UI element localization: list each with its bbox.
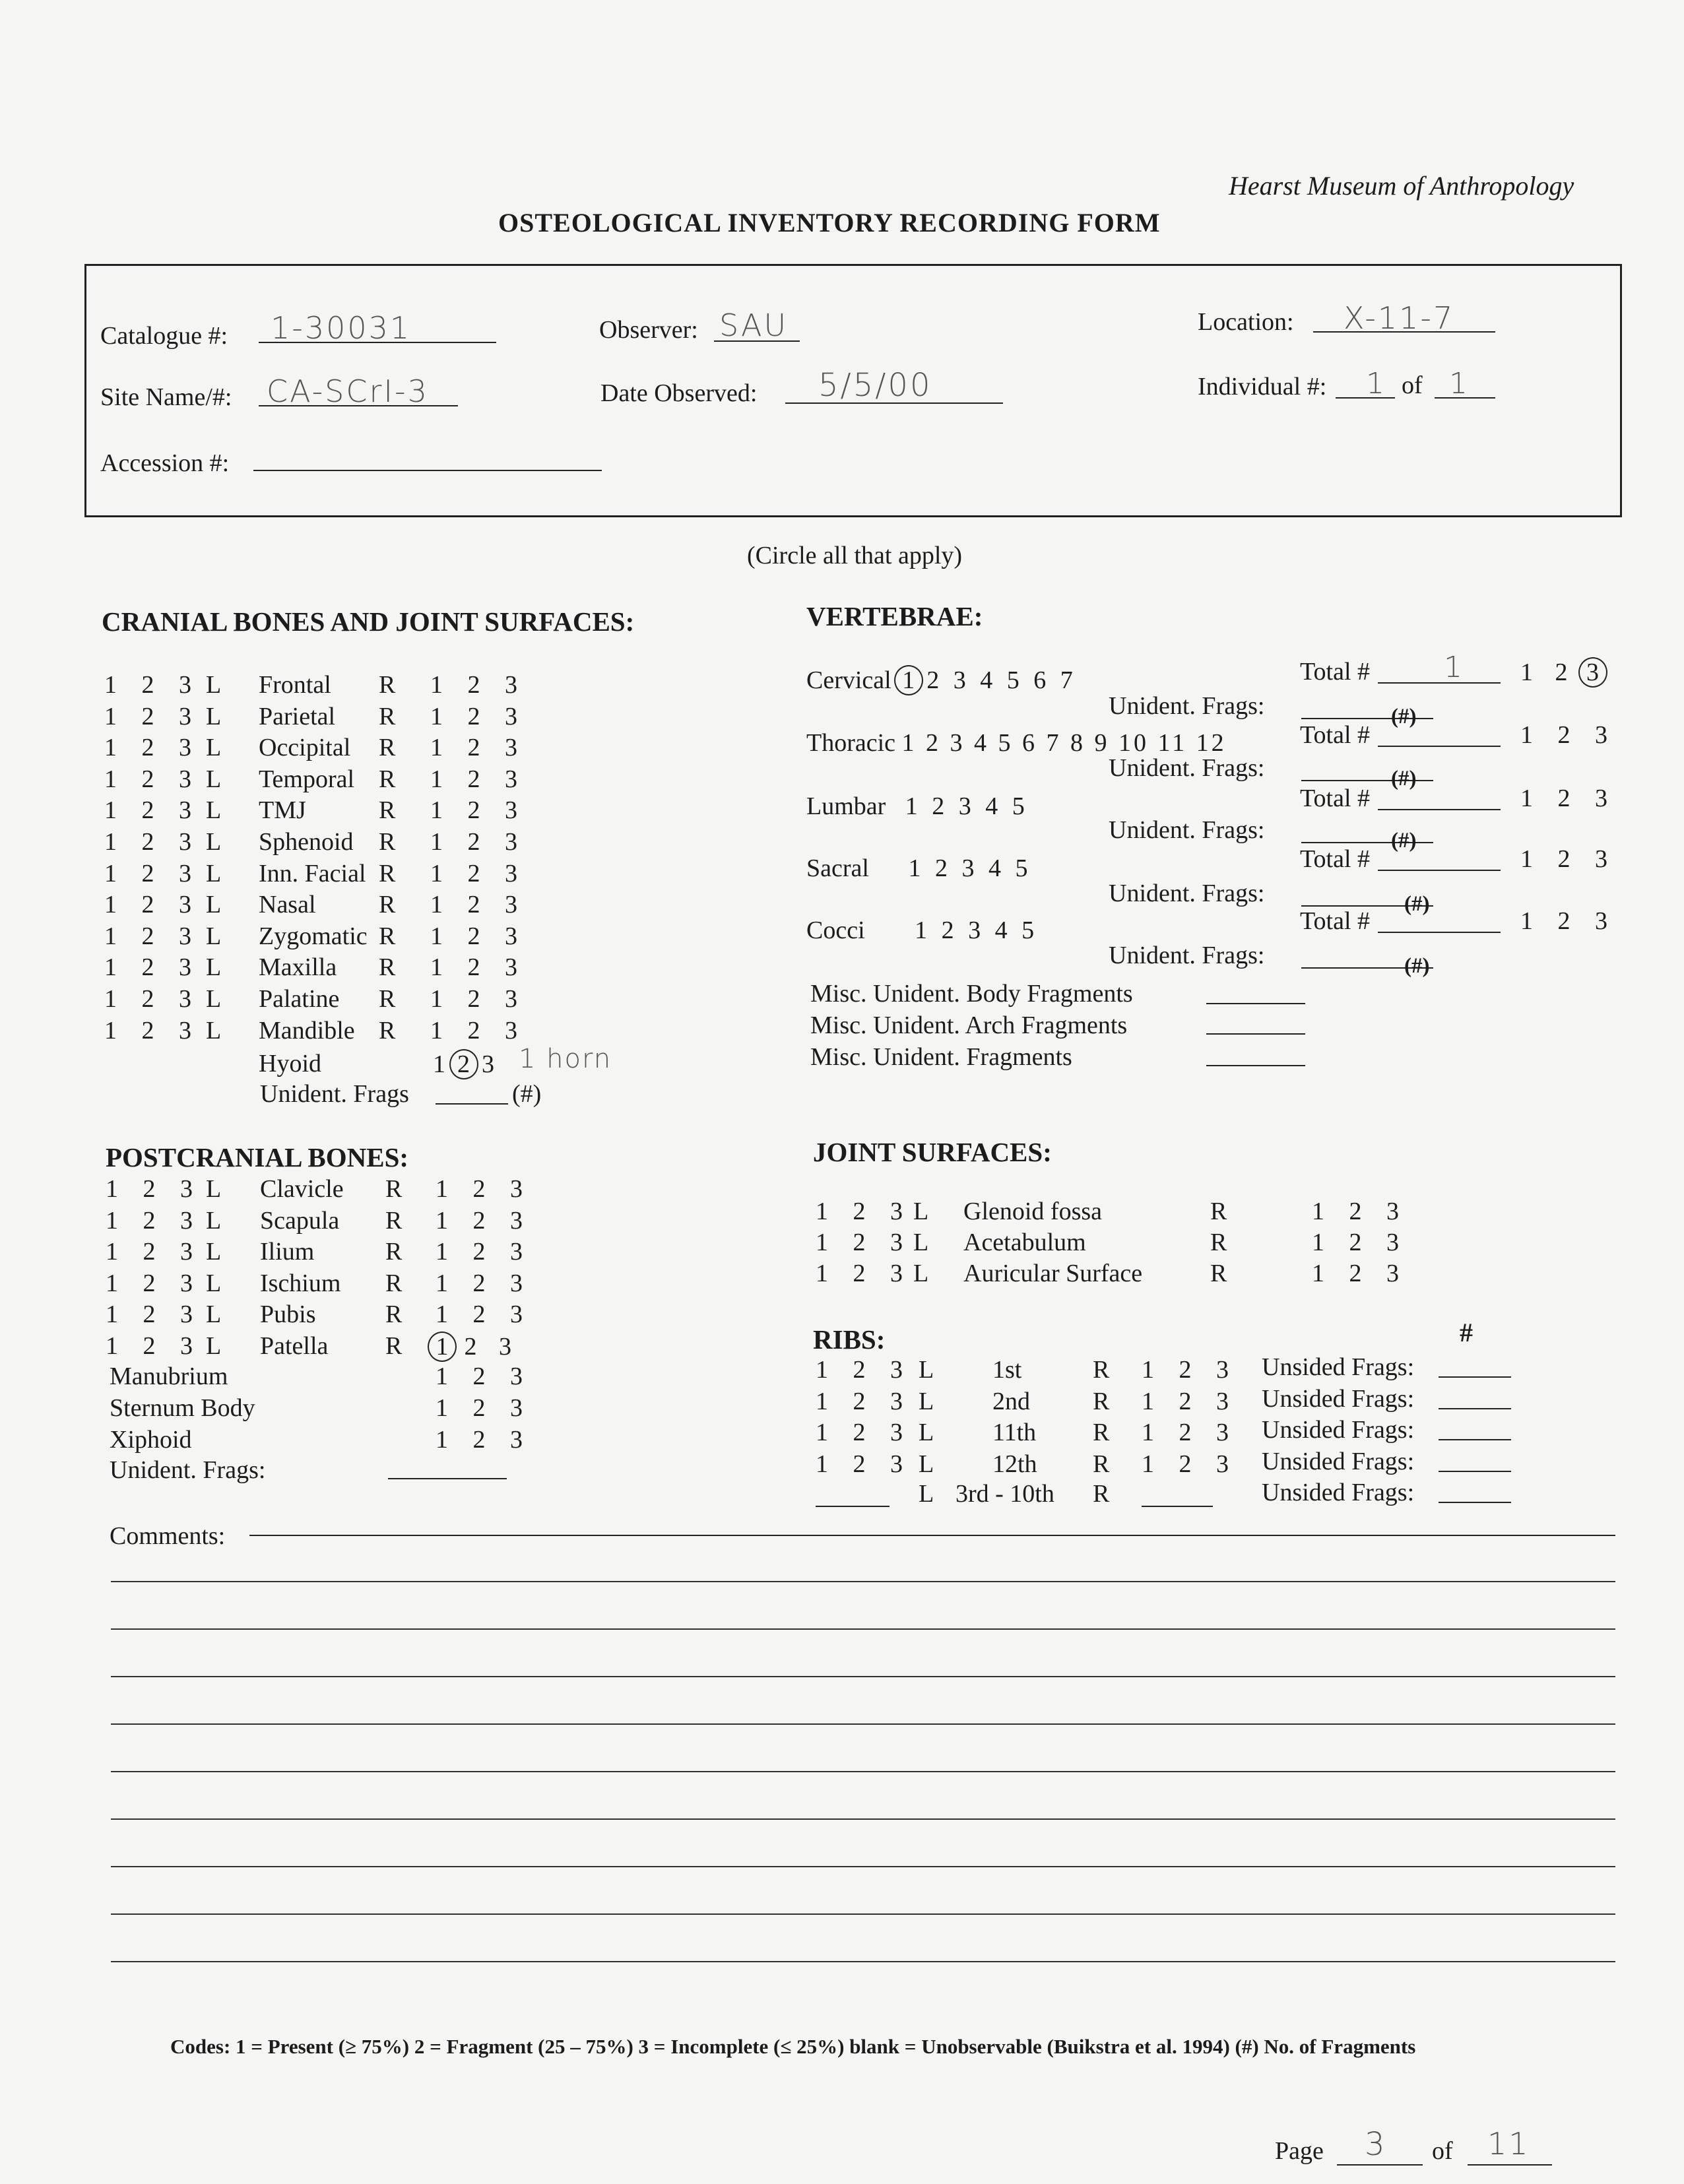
cranial-right-codes[interactable]: 1 2 3 [430,953,527,981]
cranial-side-l: L [206,734,222,761]
lumbar-nums: 1 2 3 4 5 [905,792,1029,820]
rib-left-codes[interactable]: 1 2 3 [816,1419,912,1446]
cranial-left-codes[interactable]: 1 2 3 [104,765,201,793]
page-number: 3 [1365,2126,1387,2163]
sacral-nums: 1 2 3 4 5 [908,854,1032,882]
post-right-codes[interactable]: 1 2 3 [436,1175,532,1203]
post-bone-name: Ilium [260,1238,315,1266]
rib-side-l: L [919,1356,934,1384]
cranial-left-codes[interactable]: 1 2 3 [104,891,201,918]
misc-body-field[interactable] [1206,1003,1305,1004]
page-field[interactable] [1337,2164,1423,2166]
cranial-side-r: R [379,734,396,761]
misc-arch-label: Misc. Unident. Arch Fragments [810,1012,1128,1039]
cervical-codes[interactable] [1520,657,1605,688]
rib-right-codes[interactable]: 1 2 3 [1142,1419,1238,1446]
rib-3-10-left-field[interactable] [816,1506,890,1507]
patella-side-l: L [206,1332,222,1360]
cranial-bone-name: Palatine [259,985,340,1013]
vert-unident-label: Unident. Frags: [1109,942,1265,969]
cranial-side-l: L [206,796,222,824]
page-label: Page [1275,2137,1324,2165]
ribs-heading: RIBS: [813,1324,886,1355]
rib-left-codes[interactable]: 1 2 3 [816,1356,912,1384]
patella-code-rest: 2 3 [464,1333,519,1361]
manubrium-codes[interactable]: 1 2 3 [436,1363,532,1390]
cranial-right-codes[interactable]: 1 2 3 [430,860,527,887]
cranial-right-codes[interactable]: 1 2 3 [430,922,527,950]
cranial-side-l: L [206,860,222,887]
cranial-heading: CRANIAL BONES AND JOINT SURFACES: [102,606,635,637]
post-left-codes[interactable]: 1 2 3 [106,1207,202,1235]
instruction-text: (Circle all that apply) [747,542,963,569]
rib-3-10-name: 3rd - 10th [955,1480,1054,1508]
post-left-codes[interactable]: 1 2 3 [106,1175,202,1203]
cervical-1-circled: 1 [894,665,923,695]
joint-left-codes[interactable]: 1 2 3 [816,1229,912,1256]
catalogue-label: Catalogue #: [100,322,228,350]
unsided-field[interactable] [1439,1471,1511,1472]
cranial-side-r: R [379,860,396,887]
vert-codes[interactable]: 1 2 3 [1520,845,1617,873]
cranial-side-r: R [379,953,396,981]
cranial-unident-label: Unident. Frags [260,1080,409,1108]
cranial-bone-name: Occipital [259,734,351,761]
date-label: Date Observed: [600,379,758,407]
vert-total-field[interactable] [1378,682,1501,684]
vert-unident-label: Unident. Frags: [1109,754,1265,782]
joint-left-codes[interactable]: 1 2 3 [816,1198,912,1225]
cranial-left-codes[interactable]: 1 2 3 [104,671,201,699]
vert-unident-unit: (#) [1404,954,1430,978]
rib-name: 2nd [992,1388,1030,1415]
cranial-left-codes[interactable]: 1 2 3 [104,953,201,981]
lumbar-row[interactable] [806,792,1029,821]
unsided-label-5: Unsided Frags: [1262,1479,1415,1506]
hyoid-note: 1 horn [519,1044,612,1074]
museum-name: Hearst Museum of Anthropology [1229,171,1574,201]
cranial-bone-name: Inn. Facial [259,860,366,887]
cranial-right-codes[interactable]: 1 2 3 [430,796,527,824]
cervical-nums: 2 3 4 5 6 7 [926,666,1077,694]
individual-total: 1 [1449,367,1470,401]
vert-total-field[interactable] [1378,746,1501,747]
rib-right-codes[interactable]: 1 2 3 [1142,1356,1238,1384]
cranial-side-r: R [379,765,396,793]
cranial-side-r: R [379,1017,396,1044]
post-unident-field[interactable] [388,1478,507,1479]
cranial-right-codes[interactable]: 1 2 3 [430,671,527,699]
cranial-right-codes[interactable]: 1 2 3 [430,703,527,730]
post-side-r: R [385,1238,403,1266]
vert-codes[interactable]: 1 2 3 [1520,785,1617,812]
joint-right-codes[interactable]: 1 2 3 [1312,1260,1408,1287]
joint-right-codes[interactable]: 1 2 3 [1312,1198,1408,1225]
unsided-field[interactable] [1439,1376,1511,1378]
post-left-codes[interactable]: 1 2 3 [106,1301,202,1328]
post-side-r: R [385,1269,403,1297]
xiphoid-label: Xiphoid [110,1426,192,1454]
cocci-row[interactable] [806,916,1038,945]
cranial-right-codes[interactable]: 1 2 3 [430,1017,527,1044]
vert-codes[interactable]: 1 2 3 [1520,721,1617,749]
manubrium-label: Manubrium [110,1363,228,1390]
vert-total-label: Total # [1300,721,1371,749]
vert-unident-unit: (#) [1391,705,1417,728]
cranial-side-r: R [379,703,396,730]
cranial-unident-unit: (#) [512,1080,542,1108]
rib-side-l: L [919,1419,934,1446]
rib-side-r: R [1093,1356,1110,1384]
patella-side-r: R [385,1332,403,1360]
comment-line[interactable] [111,1866,1615,1867]
post-bone-name: Ischium [260,1269,341,1297]
cranial-left-codes[interactable]: 1 2 3 [104,1017,201,1044]
page-of-label: of [1432,2137,1453,2165]
cranial-side-l: L [206,922,222,950]
thoracic-label: Thoracic [806,729,896,757]
rib-name: 11th [992,1419,1037,1446]
comment-line[interactable] [111,1628,1615,1630]
patella-right-codes[interactable] [430,1332,519,1362]
cranial-left-codes[interactable]: 1 2 3 [104,796,201,824]
post-right-codes[interactable]: 1 2 3 [436,1269,532,1297]
cranial-side-r: R [379,796,396,824]
cervical-code-3-circled: 3 [1578,657,1607,688]
cranial-side-r: R [379,922,396,950]
post-side-l: L [206,1238,222,1266]
cranial-left-codes[interactable]: 1 2 3 [104,922,201,950]
cervical-code-prefix: 1 2 [1520,658,1576,686]
individual-of: of [1402,371,1423,399]
comment-line[interactable] [111,1818,1615,1820]
catalogue-value: 1-30031 [271,310,412,346]
cervical-total-value: 1 [1444,651,1464,684]
rib-side-r: R [1093,1419,1110,1446]
cranial-left-codes[interactable]: 1 2 3 [104,828,201,856]
sacral-row[interactable] [806,854,1031,883]
sacral-label: Sacral [806,854,869,882]
cranial-right-codes[interactable]: 1 2 3 [430,734,527,761]
post-bone-name: Scapula [260,1207,340,1235]
unsided-field[interactable] [1439,1408,1511,1409]
cranial-side-l: L [206,985,222,1013]
location-label: Location: [1198,308,1294,336]
comment-line[interactable] [111,1723,1615,1725]
cranial-bone-name: Maxilla [259,953,337,981]
cervical-label: Cervical [806,666,891,694]
site-value: CA-SCrI-3 [267,373,429,409]
cranial-right-codes[interactable]: 1 2 3 [430,891,527,918]
post-side-r: R [385,1207,403,1235]
patella-row[interactable] [106,1332,202,1361]
cranial-side-r: R [379,985,396,1013]
xiphoid-codes[interactable]: 1 2 3 [436,1426,532,1454]
accession-field[interactable] [253,470,602,471]
comment-line[interactable] [111,1676,1615,1677]
rib-3-10-side-r: R [1093,1480,1110,1508]
page-total-field[interactable] [1468,2164,1552,2166]
vert-total-field[interactable] [1378,809,1501,810]
post-right-codes[interactable]: 1 2 3 [436,1301,532,1328]
post-bone-name: Clavicle [260,1175,344,1203]
joint-name: Glenoid fossa [963,1198,1103,1225]
post-side-l: L [206,1175,222,1203]
accession-label: Accession #: [100,449,230,477]
joint-side-r: R [1210,1229,1227,1256]
rib-right-codes[interactable]: 1 2 3 [1142,1450,1238,1478]
rib-side-r: R [1093,1388,1110,1415]
unsided-field-5[interactable] [1439,1502,1511,1503]
post-right-codes[interactable]: 1 2 3 [436,1238,532,1266]
cervical-row[interactable] [806,665,1077,695]
comment-line[interactable] [111,1771,1615,1772]
vert-unident-unit: (#) [1391,829,1417,852]
cocci-label: Cocci [806,916,865,944]
joints-heading: JOINT SURFACES: [813,1137,1052,1167]
comments-label: Comments: [110,1522,226,1550]
vert-total-field[interactable] [1378,932,1501,933]
cocci-nums: 1 2 3 4 5 [915,916,1039,944]
post-unident-label: Unident. Frags: [110,1456,266,1484]
rib-name: 12th [992,1450,1037,1478]
cranial-bone-name: Parietal [259,703,336,730]
vert-unident-unit: (#) [1404,892,1430,916]
vert-unident-label: Unident. Frags: [1109,692,1265,720]
rib-3-10-right-field[interactable] [1142,1506,1213,1507]
unsided-label: Unsided Frags: [1262,1416,1415,1444]
cranial-side-l: L [206,671,222,699]
misc-body-label: Misc. Unident. Body Fragments [810,980,1133,1008]
joint-side-l: L [913,1229,929,1256]
joint-name: Auricular Surface [963,1260,1143,1287]
post-side-r: R [385,1175,403,1203]
post-bone-name: Pubis [260,1301,316,1328]
observer-label: Observer: [599,316,698,344]
date-value: 5/5/00 [818,367,932,404]
unsided-label: Unsided Frags: [1262,1353,1415,1381]
cranial-bone-name: Zygomatic [259,922,368,950]
cranial-side-l: L [206,703,222,730]
hyoid-label: Hyoid [259,1050,321,1077]
cranial-bone-name: Sphenoid [259,828,354,856]
cranial-side-l: L [206,953,222,981]
comment-line[interactable] [111,1961,1615,1962]
cranial-right-codes[interactable]: 1 2 3 [430,985,527,1013]
sternum-label: Sternum Body [110,1394,255,1422]
codes-legend: Codes: 1 = Present (≥ 75%) 2 = Fragment (25 – 75%) 3 = Incomplete (≤ 25%) blank = Unobservable (Buikstra et al. 1994) (#) No. of Fragments [170,2035,1416,2058]
vert-total-label: Total # [1300,907,1371,935]
lumbar-label: Lumbar [806,792,886,820]
rib-right-codes[interactable]: 1 2 3 [1142,1388,1238,1415]
cranial-left-codes[interactable]: 1 2 3 [104,734,201,761]
postcranial-heading: POSTCRANIAL BONES: [106,1142,409,1172]
ribs-count-header: # [1460,1318,1473,1347]
location-value: X-11-7 [1344,300,1455,336]
individual-value: 1 [1366,367,1386,401]
vert-unident-label: Unident. Frags: [1109,816,1265,844]
vertebrae-heading: VERTEBRAE: [806,601,983,631]
misc-arch-field[interactable] [1206,1033,1305,1035]
unsided-label: Unsided Frags: [1262,1385,1415,1413]
comment-line[interactable] [111,1581,1615,1582]
vert-total-label: Total # [1300,785,1371,812]
cranial-unident-field[interactable] [436,1103,508,1105]
cranial-right-codes[interactable]: 1 2 3 [430,765,527,793]
joint-name: Acetabulum [963,1229,1086,1256]
rib-left-codes[interactable]: 1 2 3 [816,1450,912,1478]
hyoid-codes[interactable] [433,1049,494,1079]
cranial-side-l: L [206,828,222,856]
cranial-left-codes[interactable]: 1 2 3 [104,860,201,887]
comments-line-1[interactable] [249,1535,1615,1536]
post-left-codes[interactable]: 1 2 3 [106,1238,202,1266]
cranial-side-l: L [206,891,222,918]
page-total: 11 [1487,2126,1530,2162]
hyoid-code-2-circled: 2 [449,1049,478,1079]
vert-total-label: Total # [1300,845,1371,873]
form-title: OSTEOLOGICAL INVENTORY RECORDING FORM [498,208,1161,238]
unsided-label: Unsided Frags: [1262,1448,1415,1475]
site-label: Site Name/#: [100,383,232,411]
cranial-side-r: R [379,828,396,856]
hyoid-code-3: 3 [482,1050,494,1078]
misc-frag-field[interactable] [1206,1065,1305,1066]
vert-unident-label: Unident. Frags: [1109,880,1265,907]
cranial-side-l: L [206,1017,222,1044]
vert-unident-unit: (#) [1391,767,1417,790]
rib-side-l: L [919,1450,934,1478]
patella-name: Patella [260,1332,329,1360]
cranial-bone-name: Frontal [259,671,331,699]
comment-line[interactable] [111,1913,1615,1915]
joint-side-r: R [1210,1198,1227,1225]
post-side-l: L [206,1301,222,1328]
observer-value: SAU [719,307,789,343]
cranial-left-codes[interactable]: 1 2 3 [104,703,201,730]
rib-name: 1st [992,1356,1022,1384]
post-side-l: L [206,1207,222,1235]
rib-side-l: L [919,1388,934,1415]
individual-label: Individual #: [1198,373,1327,401]
patella-code-1-circled: 1 [428,1332,457,1362]
post-right-codes[interactable]: 1 2 3 [436,1207,532,1235]
cranial-side-l: L [206,765,222,793]
post-side-r: R [385,1301,403,1328]
cranial-side-r: R [379,671,396,699]
misc-frag-label: Misc. Unident. Fragments [810,1043,1072,1071]
joint-side-l: L [913,1260,929,1287]
rib-3-10-side-l: L [919,1480,934,1508]
joint-side-r: R [1210,1260,1227,1287]
cranial-bone-name: Nasal [259,891,316,918]
joint-left-codes[interactable]: 1 2 3 [816,1260,912,1287]
cranial-bone-name: Mandible [259,1017,355,1044]
rib-left-codes[interactable]: 1 2 3 [816,1388,912,1415]
vert-total-field[interactable] [1378,870,1501,871]
thoracic-nums: 1 2 3 4 5 6 7 8 9 10 11 12 [901,729,1227,757]
joint-side-l: L [913,1198,929,1225]
sternum-codes[interactable]: 1 2 3 [436,1394,532,1422]
cranial-right-codes[interactable]: 1 2 3 [430,828,527,856]
joint-right-codes[interactable]: 1 2 3 [1312,1229,1408,1256]
post-side-l: L [206,1269,222,1297]
cranial-bone-name: TMJ [259,796,306,824]
hyoid-code-1: 1 [433,1050,445,1078]
patella-left-codes: 1 2 3 [106,1332,202,1360]
post-left-codes[interactable]: 1 2 3 [106,1269,202,1297]
cranial-side-r: R [379,891,396,918]
vert-codes[interactable]: 1 2 3 [1520,907,1617,935]
cranial-bone-name: Temporal [259,765,355,793]
cranial-left-codes[interactable]: 1 2 3 [104,985,201,1013]
vert-total-label: Total # [1300,658,1371,686]
rib-side-r: R [1093,1450,1110,1478]
unsided-field[interactable] [1439,1439,1511,1440]
